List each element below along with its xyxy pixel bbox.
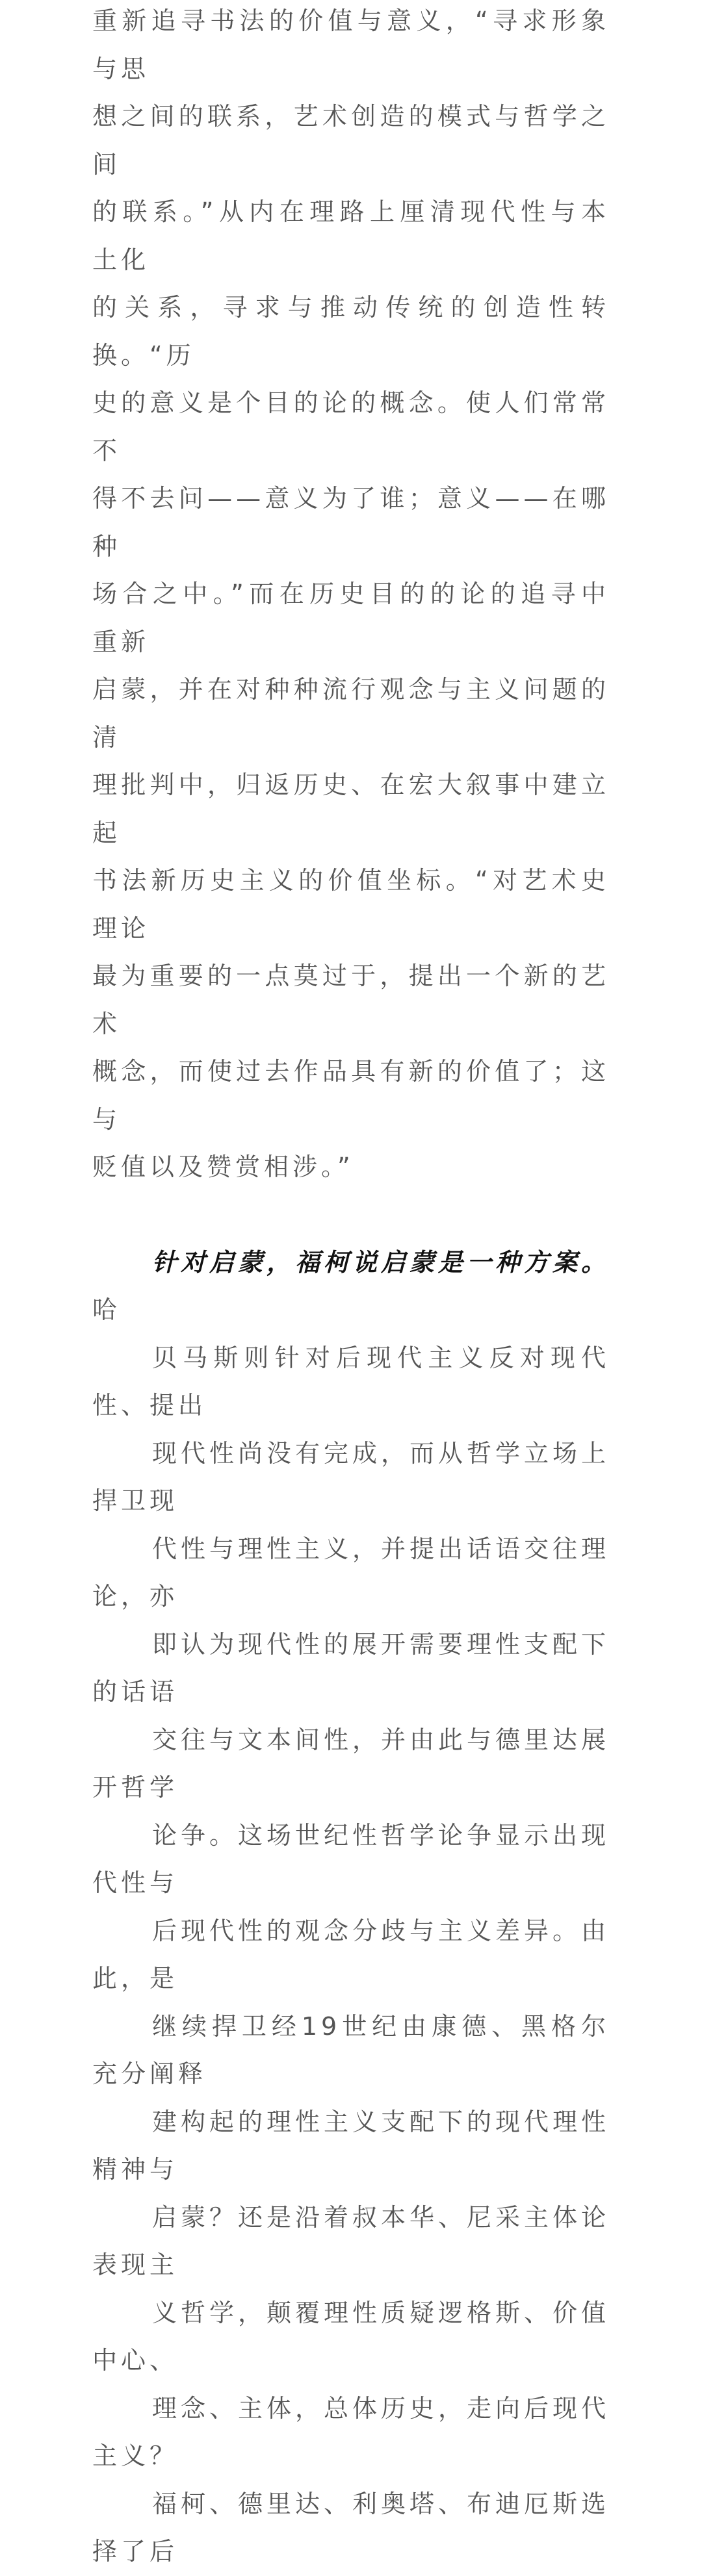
text-line: 最为重要的一点莫过于，提出一个新的艺术 <box>92 962 610 1038</box>
text-line: 福柯、德里达、利奥塔、布迪厄斯选择了后 <box>92 2489 610 2566</box>
text-line: 启蒙，并在对种种流行观念与主义问题的清 <box>92 675 610 752</box>
text-line: 得不去问——意义为了谁；意义——在哪种 <box>92 484 610 561</box>
text-line: 建构起的理性主义支配下的现代理性精神与 <box>92 2107 610 2184</box>
text-line: 书法新历史主义的价值坐标。“对艺术史理论 <box>92 866 610 943</box>
text-line: 想之间的联系，艺术创造的模式与哲学之间 <box>92 102 610 179</box>
text-line: 启蒙？还是沿着叔本华、尼采主体论表现主 <box>92 2202 610 2279</box>
text-line: 代性与理性主义，并提出话语交往理论，亦 <box>92 1534 610 1611</box>
text-line: 概念，而使过去作品具有新的价值了；这与 <box>92 1057 610 1134</box>
text-line: 理念、主体，总体历史，走向后现代主义？ <box>92 2393 610 2470</box>
paragraph-1 <box>92 0 610 1192</box>
text-line: 重新追寻书法的价值与意义，“寻求形象与思 <box>92 6 610 83</box>
text-line: 的联系。”从内在理路上厘清现代性与本土化 <box>92 198 610 274</box>
text-line: 贬值以及赞赏相涉。” <box>92 1153 354 1181</box>
text-line: 继续捍卫经19世纪由康德、黑格尔充分阐释 <box>92 2011 610 2088</box>
text-line: 贝马斯则针对后现代主义反对现代性、提出 <box>92 1343 610 1420</box>
text-line: 后现代性的观念分歧与主义差异。由此，是 <box>92 1916 610 1993</box>
text-line: 义哲学，颠覆理性质疑逻格斯、价值中心、 <box>92 2298 610 2375</box>
text-line: 论争。这场世纪性哲学论争显示出现代性与 <box>92 1820 610 1897</box>
paragraph-2-first-line-rest: 哈 <box>92 1295 122 1324</box>
text-line: 理批判中，归返历史、在宏大叙事中建立起 <box>92 771 610 847</box>
article-body <box>92 0 610 2576</box>
paragraph-2-first-line <box>92 1239 610 1334</box>
text-line: 史的意义是个目的论的概念。使人们常常不 <box>92 389 610 465</box>
text-line: 即认为现代性的展开需要理性支配下的话语 <box>92 1629 610 1706</box>
text-line: 的关系，寻求与推动传统的创造性转换。“历 <box>92 293 610 370</box>
text-line: 交往与文本间性，并由此与德里达展开哲学 <box>92 1725 610 1802</box>
paragraph-2 <box>92 1239 610 2576</box>
text-line: 现代性尚没有完成，而从哲学立场上捍卫现 <box>92 1438 610 1515</box>
text-line: 场合之中。”而在历史目的的论的追寻中重新 <box>92 580 610 656</box>
paragraph-lead-emphasis: 针对启蒙，福柯说启蒙是一种方案。 <box>152 1247 610 1277</box>
